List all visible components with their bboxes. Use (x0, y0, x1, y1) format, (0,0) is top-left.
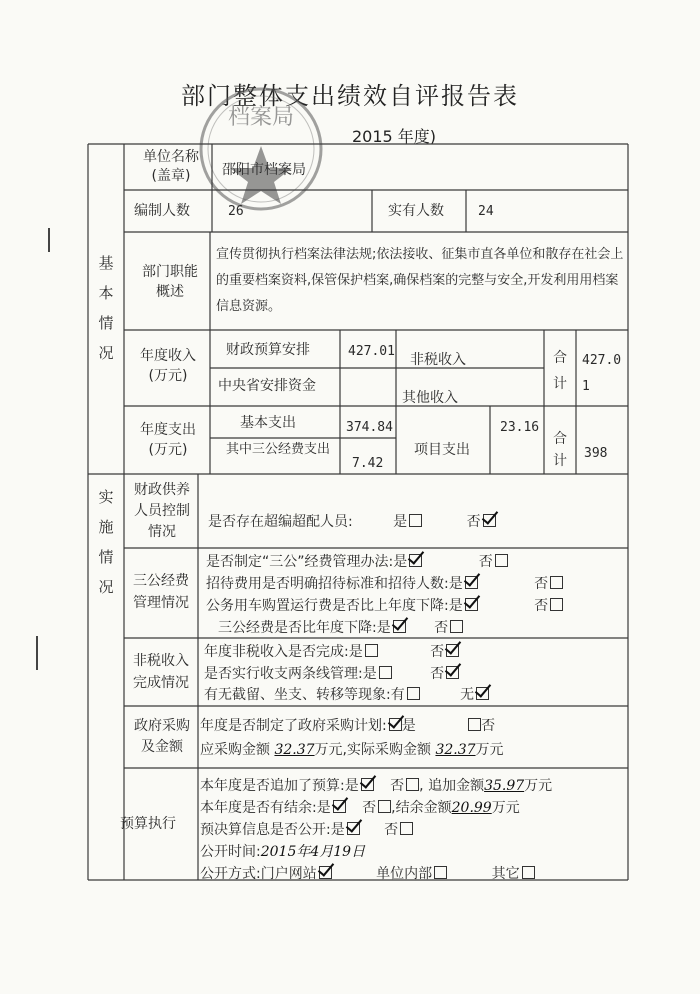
nontax-q1-no-checkbox[interactable] (446, 644, 459, 657)
report-year: 2015 年度) (352, 127, 437, 146)
unit-name-value: 邵阳市档案局 (222, 162, 306, 178)
income-total-label: 合计 (553, 350, 567, 392)
three-q3-yes-checkbox[interactable] (465, 598, 478, 611)
three-q1-no-checkbox[interactable] (495, 554, 508, 567)
budget-q4: 公开时间:2015年4月19日 (200, 844, 366, 860)
budget-q3-no-checkbox[interactable] (400, 822, 413, 835)
planned-amount: 32.37 (274, 742, 315, 758)
budget-q2: 本年度是否有结余:是 否 ,结余金额20.99万元 (200, 800, 520, 816)
three-mgmt-q3: 公务用车购置运行费是否比上年度下降:是 否 (206, 596, 563, 616)
nontax-complete-label: 非税收入完成情况 (133, 653, 189, 691)
three-q2-yes-checkbox[interactable] (465, 576, 478, 589)
income-label: 年度收入(万元) (140, 348, 196, 384)
budget-q1-yes-checkbox[interactable] (361, 778, 374, 791)
nontax-q2-yes-checkbox[interactable] (379, 666, 392, 679)
basic-expense-label: 基本支出 (240, 415, 296, 431)
budget-q5: 公开方式:门户网站 单位内部 其它 (200, 864, 535, 884)
three-q1-yes-checkbox[interactable] (409, 554, 422, 567)
surplus-amount: 20.99 (451, 800, 492, 816)
proc-yes-checkbox[interactable] (389, 718, 402, 731)
staff-count-value: 26 (228, 204, 244, 219)
other-checkbox[interactable] (522, 866, 535, 879)
project-expense-value: 23.16 (500, 420, 540, 435)
fiscal-value: 427.01 (348, 344, 395, 359)
proc-no-checkbox[interactable] (468, 718, 481, 731)
internal-checkbox[interactable] (434, 866, 447, 879)
page-title: 部门整体支出绩效自评报告表 (181, 82, 519, 110)
actual-count-label: 实有人数 (388, 203, 444, 219)
three-expense-value: 7.42 (352, 456, 384, 471)
staff-no-checkbox[interactable] (483, 514, 496, 527)
nontax-q2: 是否实行收支两条线管理:是 否 (204, 664, 459, 684)
svg-text:档案局: 档案局 (227, 105, 295, 130)
actual-amount: 32.37 (435, 742, 476, 758)
staff-count-label: 编制人数 (134, 203, 190, 219)
expense-label: 年度支出(万元) (140, 422, 196, 458)
budget-q1: 本年度是否追加了预算:是 否 , 追加金额35.97万元 (200, 778, 553, 794)
staff-control-label: 财政供养人员控制情况 (134, 482, 190, 540)
section-basic-label: 基本情况 (98, 254, 114, 362)
nontax-income-label: 非税收入 (410, 352, 466, 368)
duty-text: 宣传贯彻执行档案法律法规;依法接收、征集市直各单位和散存在社会上的重要档案资料,保管保护档案,确保档案的完整与安全,开发利用用档案信息资源。 (216, 247, 624, 314)
nontax-q3: 有无截留、坐支、转移等现象:有 无 (204, 685, 489, 705)
expense-total-value: 398 (584, 446, 608, 461)
expense-total-label: 合计 (553, 431, 567, 469)
other-income-label: 其他收入 (402, 390, 458, 406)
portal-checkbox[interactable] (319, 866, 332, 879)
basic-expense-value: 374.84 (346, 420, 393, 435)
three-q3-no-checkbox[interactable] (550, 598, 563, 611)
nontax-q2-no-checkbox[interactable] (446, 666, 459, 679)
three-mgmt-q1: 是否制定“三公”经费管理办法:是 否 (206, 552, 508, 572)
staff-yes-checkbox[interactable] (409, 514, 422, 527)
project-expense-label: 项目支出 (414, 442, 470, 458)
central-funds-label: 中央省安排资金 (218, 378, 316, 394)
budget-q2-no-checkbox[interactable] (378, 800, 391, 813)
margin-mark (48, 228, 50, 252)
nontax-q1-yes-checkbox[interactable] (365, 644, 378, 657)
procurement-label: 政府采购及金额 (134, 718, 190, 755)
unit-name-label: 单位名称(盖章) (143, 149, 199, 184)
budget-q1-no-checkbox[interactable] (406, 778, 419, 791)
actual-count-value: 24 (478, 204, 494, 219)
fiscal-label: 财政预算安排 (226, 342, 310, 358)
budget-q3-yes-checkbox[interactable] (347, 822, 360, 835)
added-amount: 35.97 (484, 778, 525, 794)
section-impl-label: 实施情况 (98, 488, 114, 596)
three-expense-label: 其中三公经费支出 (225, 442, 330, 457)
procurement-q1: 年度是否制定了政府采购计划: 是 否 (200, 718, 496, 734)
three-mgmt-q2: 招待费用是否明确招待标准和招待人数:是 否 (206, 574, 563, 594)
three-q4-yes-checkbox[interactable] (393, 620, 406, 633)
nontax-q1: 年度非税收入是否完成:是 否 (204, 642, 459, 662)
budget-q3: 预决算信息是否公开:是 否 (200, 820, 413, 840)
publish-date: 2015年4月19日 (260, 844, 366, 860)
three-mgmt-q4: 三公经费是否比年度下降:是 否 (218, 618, 463, 638)
three-mgmt-label: 三公经费管理情况 (133, 573, 189, 611)
nontax-q3-have-checkbox[interactable] (407, 687, 420, 700)
duty-label: 部门职能概述 (142, 264, 198, 300)
staff-control-question: 是否存在超编超配人员: 是 否 (208, 512, 496, 532)
procurement-q2: 应采购金额 32.37万元,实际采购金额 32.37万元 (200, 742, 504, 758)
margin-mark (36, 636, 38, 670)
nontax-q3-none-checkbox[interactable] (476, 687, 489, 700)
income-total-value: 427.01 (582, 353, 622, 394)
three-q4-no-checkbox[interactable] (450, 620, 463, 633)
budget-exec-label: 预算执行 (120, 816, 176, 832)
budget-q2-yes-checkbox[interactable] (333, 800, 346, 813)
three-q2-no-checkbox[interactable] (550, 576, 563, 589)
